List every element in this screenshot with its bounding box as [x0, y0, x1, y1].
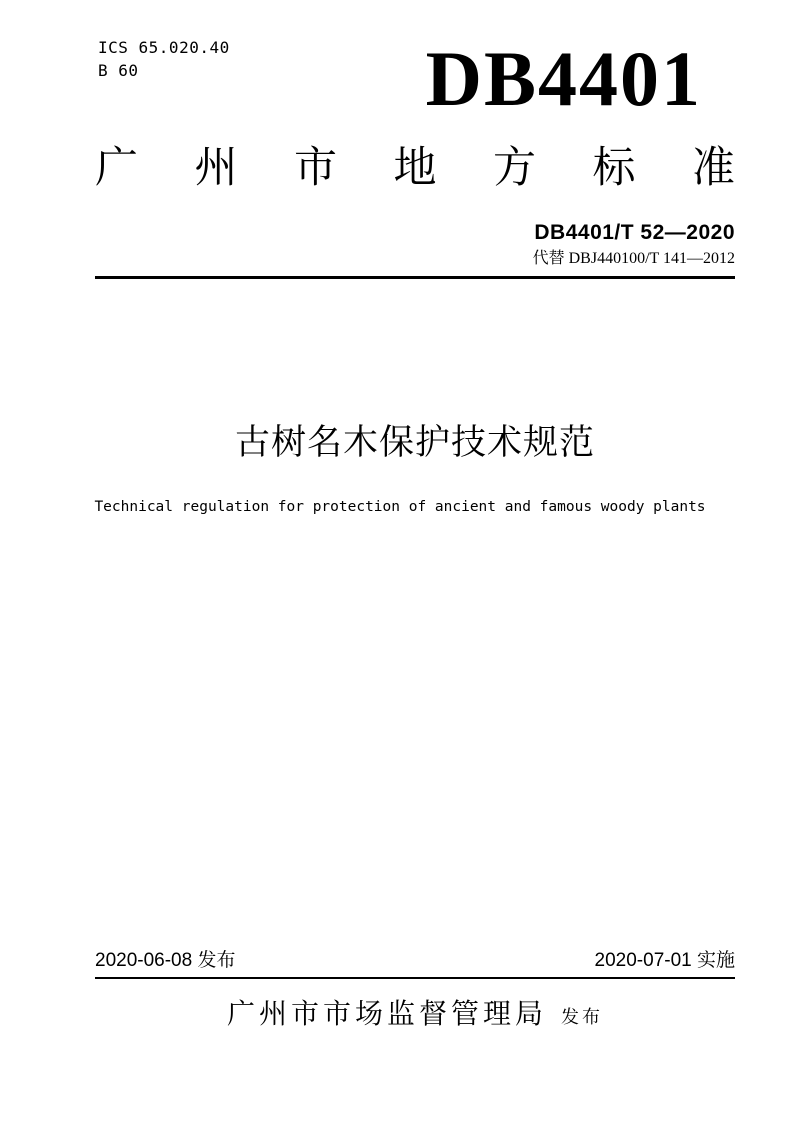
ics-classification-block — [98, 36, 230, 82]
category-char: 州 — [194, 144, 238, 192]
dates-row — [95, 949, 735, 973]
category-char: 方 — [493, 144, 536, 192]
ics-code: ICS 65.020.40 — [98, 38, 230, 57]
implement-date: 2020-07-01 实施 — [594, 950, 735, 971]
header-rule — [95, 276, 735, 279]
footer-rule — [95, 977, 735, 979]
standard-number-block — [533, 221, 735, 268]
issue-date: 2020-06-08 发布 — [95, 950, 236, 971]
replaces-note: 代替 DBJ440100/T 141—2012 — [532, 250, 735, 267]
category-char: 市 — [294, 144, 337, 192]
document-title-english: Technical regulation for protection of ancient and famous woody plants — [94, 499, 706, 515]
db-logo: DB4401 — [425, 35, 702, 122]
category-char: 准 — [692, 144, 735, 192]
standard-number: DB4401/T 52—2020 — [534, 221, 735, 244]
classification-code: B 60 — [98, 61, 139, 80]
document-title-chinese: 古树名木保护技术规范 — [234, 423, 595, 462]
issuing-authority: 广州市市场监督管理局 — [226, 998, 547, 1029]
category-char: 标 — [592, 144, 636, 192]
category-char: 广 — [95, 144, 138, 192]
standard-category-title — [95, 145, 735, 191]
category-char: 地 — [393, 144, 437, 192]
issuer-suffix: 发布 — [561, 1007, 603, 1027]
issuer-row — [95, 995, 735, 1033]
